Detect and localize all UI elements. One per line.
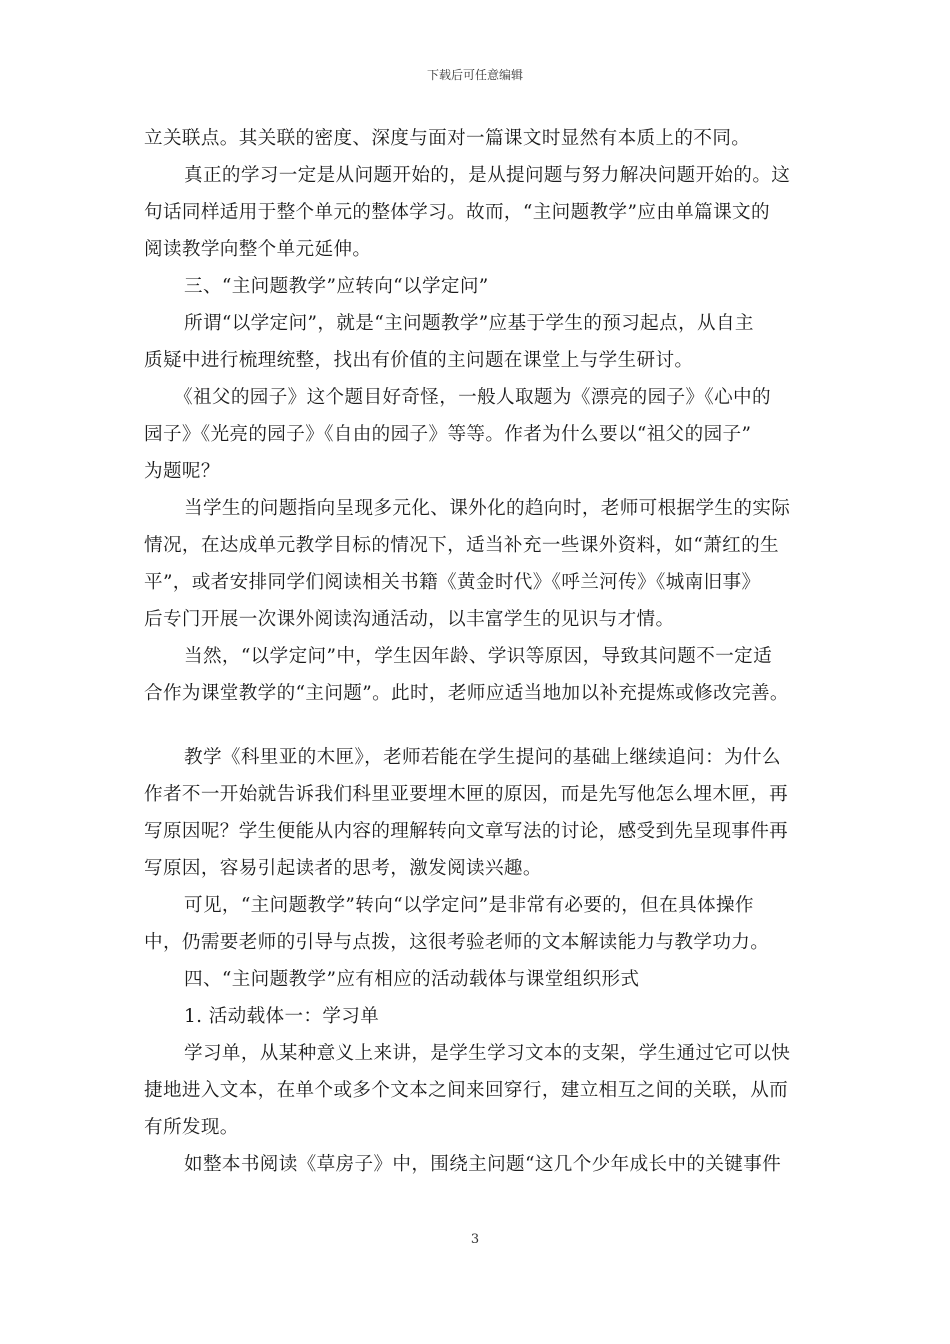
paragraph-first-line: 学习单，从某种意义上来讲，是学生学习文本的支架，学生通过它可以快 — [184, 1043, 791, 1064]
paragraph-first-line: 教学《科里亚的木匣》，老师若能在学生提问的基础上继续追问：为什么 — [184, 747, 781, 768]
paragraph-first-line: 真正的学习一定是从问题开始的，是从提问题与努力解决问题开始的。这 — [184, 165, 791, 186]
paragraph-first-line: 《祖父的园子》这个题目好奇怪，一般人取题为《漂亮的园子》《心中的 — [174, 387, 771, 408]
text-line: 句话同样适用于整个单元的整体学习。故而，“主问题教学”应由单篇课文的 — [144, 202, 770, 223]
paragraph-first-line: 当然，“以学定问”中，学生因年龄、学识等原因，导致其问题不一定适 — [184, 646, 773, 667]
text-line: 写原因，容易引起读者的思考，激发阅读兴趣。 — [144, 858, 542, 879]
text-line: 捷地进入文本，在单个或多个文本之间来回穿行，建立相互之间的关联，从而 — [144, 1080, 789, 1101]
text-line: 后专门开展一次课外阅读沟通活动，以丰富学生的见识与才情。 — [144, 609, 675, 630]
paragraph-gap — [144, 712, 816, 739]
subsection-heading: 1. 活动载体一：学习单 — [184, 1006, 380, 1027]
page-number: 3 — [470, 1232, 480, 1247]
text-line: 阅读教学向整个单元延伸。 — [144, 239, 372, 260]
paragraph-first-line: 当学生的问题指向呈现多元化、课外化的趋向时，老师可根据学生的实际 — [184, 498, 791, 519]
text-line: 写原因呢？学生便能从内容的理解转向文章写法的讨论，感受到先呈现事件再 — [144, 821, 789, 842]
text-line: 中，仍需要老师的引导与点拨，这很考验老师的文本解读能力与教学功力。 — [144, 932, 770, 953]
text-line: 情况，在达成单元教学目标的情况下，适当补充一些课外资料，如“萧红的生 — [144, 535, 780, 556]
text-line: 合作为课堂教学的“主问题”。此时，老师应适当地加以补充提炼或修改完善。 — [144, 683, 789, 704]
text-line: 立关联点。其关联的密度、深度与面对一篇课文时显然有本质上的不同。 — [144, 128, 751, 149]
page-header: 下载后可任意编辑 — [426, 68, 523, 82]
section-heading: 四、“主问题教学”应有相应的活动载体与课堂组织形式 — [184, 969, 640, 990]
paragraph-first-line: 可见，“主问题教学”转向“以学定问”是非常有必要的，但在具体操作 — [184, 895, 754, 916]
text-line: 有所发现。 — [144, 1117, 239, 1138]
document-body — [144, 120, 816, 1183]
text-line: 为题呢？ — [144, 461, 220, 482]
paragraph-first-line: 如整本书阅读《草房子》中，围绕主问题“这几个少年成长中的关键事件 — [184, 1154, 782, 1175]
text-line: 作者不一开始就告诉我们科里亚要埋木匣的原因，而是先写他怎么埋木匣，再 — [144, 784, 789, 805]
text-line: 园子》《光亮的园子》《自由的园子》等等。作者为什么要以“祖父的园子” — [144, 424, 752, 445]
paragraph-first-line: 所谓“以学定问”，就是“主问题教学”应基于学生的预习起点，从自主 — [184, 313, 754, 334]
text-line: 平”，或者安排同学们阅读相关书籍《黄金时代》《呼兰河传》《城南旧事》 — [144, 572, 761, 593]
text-line: 质疑中进行梳理统整，找出有价值的主问题在课堂上与学生研讨。 — [144, 350, 694, 371]
section-heading: 三、“主问题教学”应转向“以学定问” — [184, 276, 489, 297]
